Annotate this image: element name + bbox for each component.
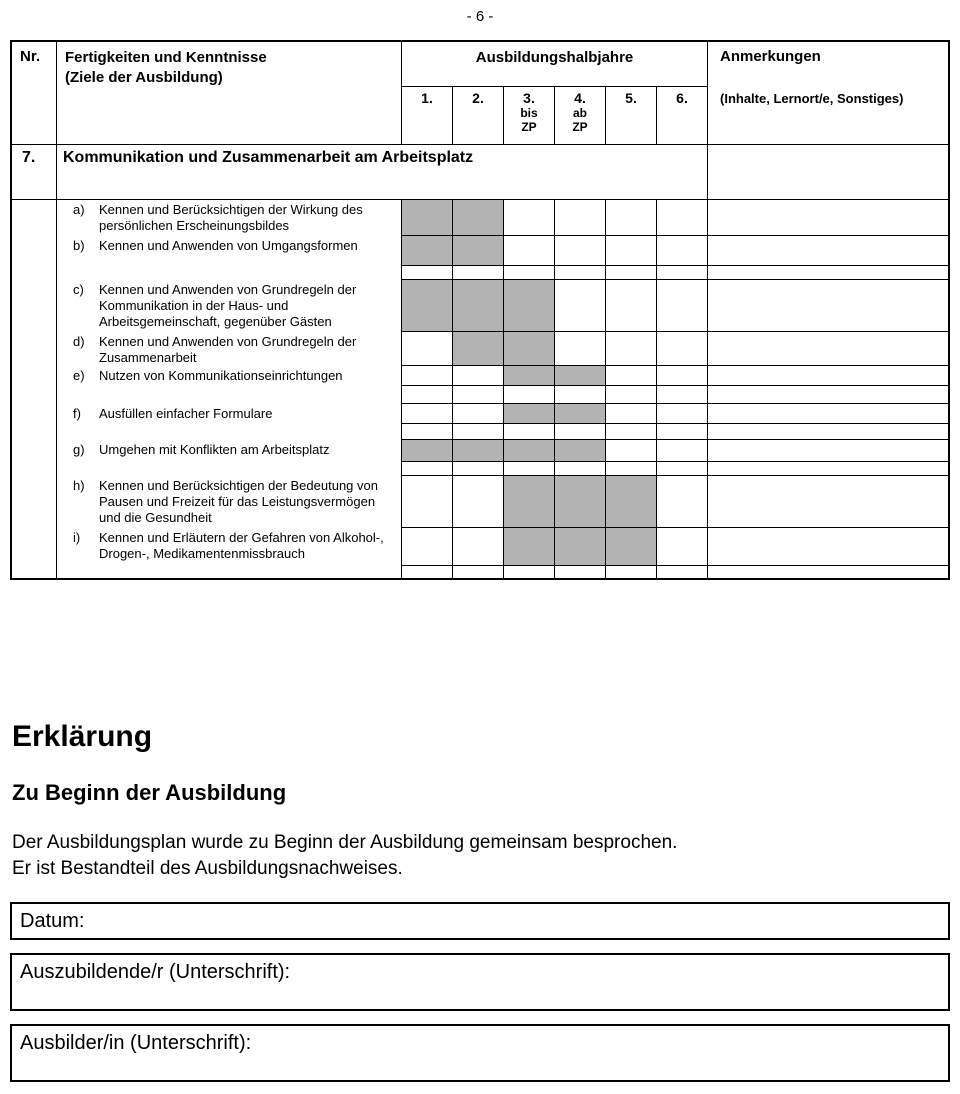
halbjahr-cell [402,386,453,404]
skills-header-line1: Fertigkeiten und Kenntnisse [65,49,267,66]
halbjahr-cell [555,462,606,476]
halbjahr-cell [657,404,707,424]
row-text: Ausfüllen einfacher Formulare [99,406,273,421]
halbjahr-cell [402,236,453,266]
halbjahr-cell [504,366,555,386]
spacer-row [12,386,948,404]
halbjahr-cell [555,528,606,566]
halbjahre-columns [402,86,707,144]
halbjahr-cell [555,424,606,440]
halbjahre-title: Ausbildungshalbjahre [475,49,634,66]
halbjahr-cell [657,280,707,332]
declaration-title: Erklärung [12,720,153,753]
halbjahr-cell [453,280,504,332]
row-text: Kennen und Anwenden von Grundregeln der Kommunikation in der Haus- und Arbeitsgemeinschaft, gegenüber Gästen [99,282,357,329]
row-text: Kennen und Berücksichtigen der Bedeutung von Pausen und Freizeit für das Leistungsvermögen und die Gesundheit [99,478,378,525]
anmerkungen-column-header [708,42,948,144]
halbjahr-cell [453,566,504,578]
halbjahr-cell [402,528,453,566]
halbjahr-cell [402,280,453,332]
skills-header-line2: (Ziele der Ausbildung) [65,69,223,86]
halbjahr-cell [402,476,453,528]
halbjahr-cells [402,476,708,528]
halbjahr-cell [657,200,707,236]
halbjahr-cell [402,332,453,366]
table-row [12,236,948,266]
nr-cell [12,366,57,386]
anmerkungen-cell [708,366,948,386]
halbjahr-cell [453,266,504,280]
halbjahr-cell [402,462,453,476]
anmerkungen-cell [708,236,948,266]
halbjahr-cells [402,462,708,476]
halbjahr-cell [657,424,707,440]
trainee-signature-field[interactable] [10,953,950,1011]
halbjahr-cell [504,566,555,578]
skills-column-header [57,42,402,144]
row-letter: a) [73,202,85,217]
halbjahr-cell [555,366,606,386]
anmerkungen-cell [708,280,948,332]
anmerkungen-cell [708,462,948,476]
row-text: Nutzen von Kommunikationseinrichtungen [99,368,343,383]
halbjahr-cell [606,200,657,236]
skill-description [57,236,402,266]
training-plan-table [10,40,950,580]
halbjahr-cell [453,200,504,236]
skill-description [57,440,402,462]
halbjahr-cell [504,440,555,462]
anmerkungen-cell [708,440,948,462]
halbjahr-cells [402,386,708,404]
halbjahr-cell [453,476,504,528]
nr-cell [12,528,57,566]
halbjahr-cells [402,404,708,424]
halbjahr-cell [453,440,504,462]
skill-description [57,200,402,236]
halbjahr-cell [657,462,707,476]
skill-description [57,366,402,386]
halbjahr-cell [657,366,707,386]
halbjahr-cell [606,440,657,462]
halbjahr-cell [402,440,453,462]
halbjahr-cell [657,332,707,366]
halbjahr-cells [402,280,708,332]
halbjahr-cell [504,236,555,266]
declaration-paragraph-line2: Er ist Bestandteil des Ausbildungsnachweises. [12,858,403,879]
halbjahr-cell [657,566,707,578]
halbjahr-cell [657,476,707,528]
nr-cell [12,404,57,424]
halbjahr-cell [555,404,606,424]
trainer-signature-field[interactable] [10,1024,950,1082]
halbjahr-column-header-6: 6. [676,90,688,106]
field-label: Datum: [20,910,85,932]
halbjahr-cells [402,236,708,266]
halbjahr-cell [657,236,707,266]
halbjahr-cell [606,424,657,440]
row-letter: c) [73,282,84,297]
section-row [12,145,948,200]
halbjahr-cell [504,266,555,280]
field-label: Auszubildende/r (Unterschrift): [20,961,291,983]
halbjahr-cell [555,280,606,332]
halbjahr-cell [606,266,657,280]
halbjahr-cell [555,566,606,578]
halbjahr-cell [453,332,504,366]
halbjahre-header-group [402,42,708,144]
halbjahr-cell [402,424,453,440]
row-text: Kennen und Berücksichtigen der Wirkung des persönlichen Erscheinungsbildes [99,202,363,233]
table-row [12,476,948,528]
halbjahr-cell [453,462,504,476]
anmerkungen-title: Anmerkungen [720,48,821,65]
spacer-row [12,424,948,440]
row-letter: e) [73,368,85,383]
row-text: Kennen und Anwenden von Grundregeln der Zusammenarbeit [99,334,357,365]
halbjahr-cell [453,386,504,404]
table-row [12,366,948,386]
table-row [12,440,948,462]
halbjahr-cells [402,266,708,280]
table-row [12,528,948,566]
halbjahr-cell [606,462,657,476]
halbjahr-cells [402,366,708,386]
halbjahr-cell [453,528,504,566]
halbjahr-cell [555,236,606,266]
halbjahr-cell [657,386,707,404]
halbjahr-cell [453,424,504,440]
halbjahr-cell [402,266,453,280]
declaration-paragraph [12,830,950,882]
halbjahr-cell [657,440,707,462]
halbjahr-cell [606,404,657,424]
halbjahr-cell [453,404,504,424]
halbjahr-cell [606,528,657,566]
table-row [12,404,948,424]
nr-cell [12,200,57,236]
halbjahr-column-header-4: 4. ab ZP [555,87,606,144]
halbjahr-cell [453,236,504,266]
page-number: - 6 - [466,8,494,25]
row-letter: f) [73,406,81,421]
anmerkungen-cell [708,266,948,280]
halbjahr-column-header-1: 1. [402,87,453,144]
halbjahr-cell [555,476,606,528]
table-body [12,200,948,578]
halbjahr-cell [402,566,453,578]
halbjahr-cell [555,332,606,366]
halbjahr-column-header-5: 5. [606,87,657,144]
skill-description [57,332,402,366]
row-letter: h) [73,478,85,493]
halbjahr-cell [606,236,657,266]
halbjahr-cells [402,332,708,366]
halbjahr-cells [402,200,708,236]
halbjahr-cell [657,266,707,280]
halbjahr-cells [402,566,708,578]
halbjahr-cell [402,404,453,424]
anmerkungen-cell [708,386,948,404]
skill-description [57,476,402,528]
table-header [12,42,948,145]
section-title: Kommunikation und Zusammenarbeit am Arbeitsplatz [57,145,708,199]
halbjahr-cell [606,280,657,332]
row-text: Kennen und Erläutern der Gefahren von Alkohol-, Drogen-, Medikamentenmissbrauch [99,530,384,561]
halbjahr-cell [504,200,555,236]
nr-cell [12,332,57,366]
halbjahr-cell [555,266,606,280]
halbjahr-column-header-3: 3. bis ZP [504,87,555,144]
spacer-row [12,266,948,280]
halbjahr-cell [504,462,555,476]
spacer-row [12,566,948,578]
section-anmerkungen-cell [708,145,948,199]
nr-cell [12,440,57,462]
halbjahr-cell [504,280,555,332]
row-text: Kennen und Anwenden von Umgangsformen [99,238,358,253]
nr-cell [12,476,57,528]
halbjahr-cell [504,528,555,566]
row-letter: i) [73,530,81,545]
nr-cell [12,236,57,266]
nr-column-header: Nr. [12,42,57,144]
halbjahr-cell [657,528,707,566]
anmerkungen-cell [708,404,948,424]
declaration-paragraph-line1: Der Ausbildungsplan wurde zu Beginn der Ausbildung gemeinsam besprochen. [12,832,678,853]
row-letter: b) [73,238,85,253]
table-row [12,332,948,366]
field-label: Ausbilder/in (Unterschrift): [20,1032,252,1054]
halbjahr-cell [402,200,453,236]
halbjahr-cell [606,366,657,386]
skill-description [57,404,402,424]
row-text: Umgehen mit Konflikten am Arbeitsplatz [99,442,330,457]
halbjahr-cell [606,332,657,366]
halbjahr-cell [504,404,555,424]
halbjahr-cells [402,424,708,440]
anmerkungen-cell [708,528,948,566]
table-row [12,280,948,332]
section-number: 7. [12,145,57,199]
anmerkungen-cell [708,332,948,366]
declaration-subtitle: Zu Beginn der Ausbildung [12,780,287,805]
table-row [12,200,948,236]
anmerkungen-cell [708,566,948,578]
halbjahr-cell [606,386,657,404]
halbjahr-cell [606,566,657,578]
date-field[interactable] [10,902,950,940]
halbjahr-column-header-2: 2. [453,87,504,144]
halbjahr-cell [504,424,555,440]
halbjahr-cells [402,528,708,566]
anmerkungen-cell [708,424,948,440]
halbjahr-cell [555,386,606,404]
nr-cell [12,280,57,332]
halbjahr-cell [402,366,453,386]
halbjahr-cells [402,440,708,462]
halbjahr-cell [504,386,555,404]
spacer-row [12,462,948,476]
anmerkungen-subtitle: (Inhalte, Lernort/e, Sonstiges) [720,91,904,106]
row-letter: d) [73,334,85,349]
halbjahr-cell [555,200,606,236]
row-letter: g) [73,442,85,457]
skill-description [57,528,402,566]
anmerkungen-cell [708,476,948,528]
anmerkungen-cell [708,200,948,236]
halbjahr-cell [504,476,555,528]
halbjahr-cell [606,476,657,528]
halbjahr-cell [555,440,606,462]
halbjahr-cell [453,366,504,386]
skill-description [57,280,402,332]
halbjahr-cell [504,332,555,366]
